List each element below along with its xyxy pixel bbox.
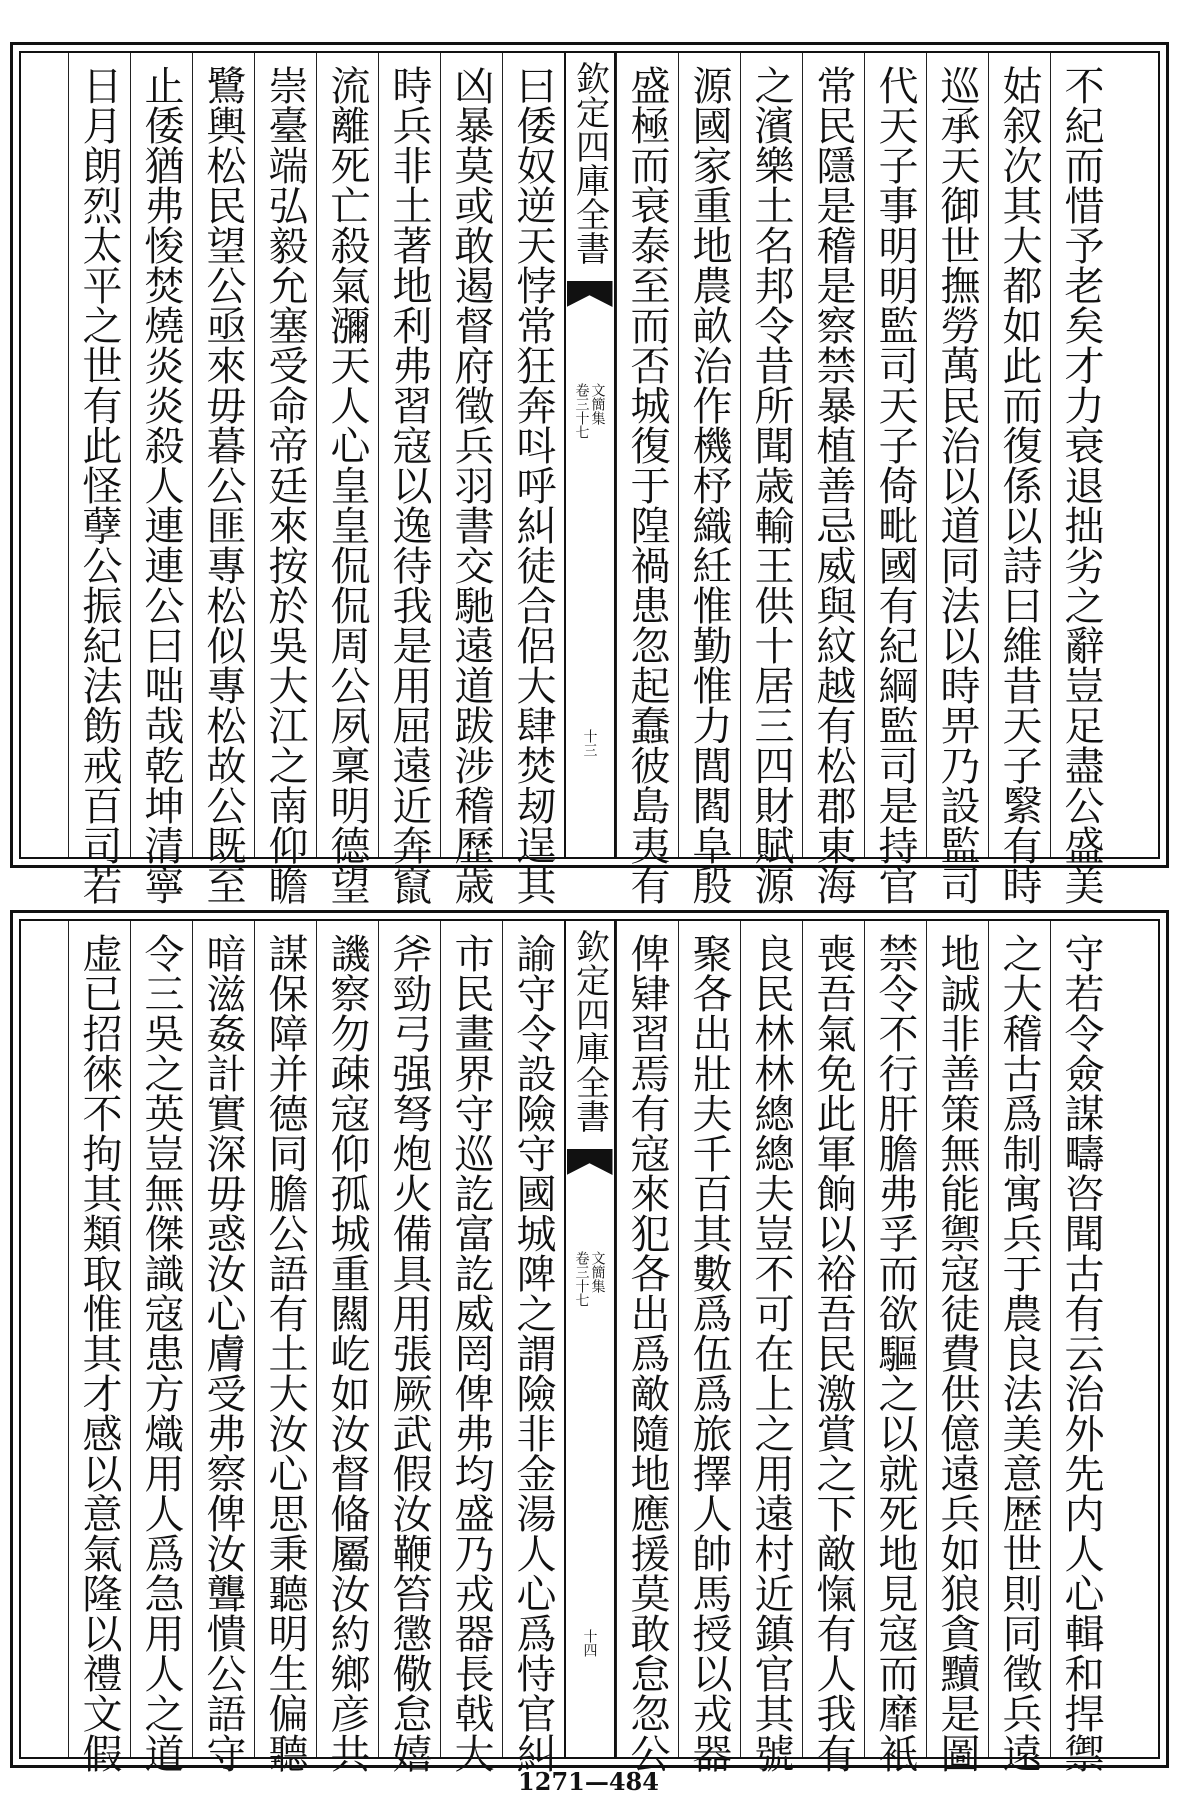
top-page-frame xyxy=(19,51,1160,905)
juan-label xyxy=(566,1251,614,1381)
bottom-text-column-left xyxy=(192,921,254,1773)
bottom-column-text: 聚各出壯夫千百其數爲伍爲旅擇人帥馬授以戎器 xyxy=(686,933,732,1773)
top-text-column-left xyxy=(68,53,130,905)
bottom-text-column-left xyxy=(68,921,130,1773)
bottom-text-column-right xyxy=(926,921,988,1773)
bottom-text-column-left xyxy=(254,921,316,1773)
top-column-text: 崇臺端弘毅允塞受命帝廷來按於吳大江之南仰瞻 xyxy=(262,65,308,905)
top-column-text: 止倭猶弗悛焚燒炎炎殺人連連公曰咄哉乾坤清寧 xyxy=(138,65,184,905)
top-text-column-left xyxy=(502,53,564,905)
top-text-column-right xyxy=(988,53,1050,905)
top-text-column-right xyxy=(802,53,864,905)
top-text-column-left xyxy=(440,53,502,905)
top-column-text: 源國家重地農畝治作機杼織紝惟勤惟力閭閻阜殷 xyxy=(686,65,732,905)
collection-name: 文簡集 xyxy=(589,1251,606,1293)
bottom-text-column-left xyxy=(316,921,378,1773)
bottom-text-column-left xyxy=(378,921,440,1773)
bottom-text-column-left xyxy=(440,921,502,1773)
bottom-column-text: 諭守令設險守國城陴之謂險非金湯人心爲恃官糾 xyxy=(510,933,556,1773)
bottom-text-column-left xyxy=(130,921,192,1773)
top-page-panel xyxy=(10,42,1169,905)
top-text-column-right xyxy=(678,53,740,905)
juan-label xyxy=(566,383,614,513)
top-text-column-right xyxy=(616,53,678,905)
top-column-text: 代天子事明明監司天子倚毗國有紀綱監司是持官 xyxy=(872,65,918,905)
top-column-text: 盛極而衰泰至而否城復于隍禍患忽起蠢彼島夷有 xyxy=(624,65,670,905)
top-column-text: 鷺輿松民望公亟來毋暮公匪專松似專松故公既至 xyxy=(200,65,246,905)
bottom-column-text: 市民畫界守巡訖富訖威罔俾弗均盛乃戎器長戟大 xyxy=(448,933,494,1773)
top-column-text: 時兵非土著地利弗習寇以逸待我是用屈遠近奔竄 xyxy=(386,65,432,905)
fishtail-mark xyxy=(567,281,613,307)
bottom-page-frame xyxy=(19,919,1160,1773)
bottom-column-text: 虚已招徠不拘其類取惟其才感以意氣隆以禮文假 xyxy=(76,933,122,1773)
bottom-column-text: 地誠非善策無能禦寇徒費供億遠兵如狼貪黷是圖 xyxy=(934,933,980,1773)
top-text-column-left xyxy=(192,53,254,905)
juan-number: 卷三十七 xyxy=(573,383,590,439)
top-column-text: 曰倭奴逆天悖常狂奔呌呼糾徒合侶大肆焚刼逞其 xyxy=(510,65,556,905)
bottom-column-text: 俾肄習焉有寇來犯各出爲敵隨地應援莫敢怠忽公 xyxy=(624,933,670,1773)
top-column-text: 凶暴莫或敢遏督府徵兵羽書交馳遠道跋涉稽歷歳 xyxy=(448,65,494,905)
top-text-column-right xyxy=(740,53,802,905)
top-text-column-right xyxy=(864,53,926,905)
collection-name: 文簡集 xyxy=(589,383,606,425)
bottom-text-column-right xyxy=(988,921,1050,1773)
bottom-column-text: 良民林林總總夫豈不可在上之用遠村近鎮官其號 xyxy=(748,933,794,1773)
top-column-text: 巡承天御世撫勞萬民治以道同法以時畀乃設監司 xyxy=(934,65,980,905)
top-column-text: 不紀而惜予老矣才力衰退拙劣之辭豈足盡公盛美 xyxy=(1058,65,1104,905)
top-column-text: 常民隱是稽是察禁暴植善忌威與紋越有松郡東海 xyxy=(810,65,856,905)
top-text-column-right xyxy=(926,53,988,905)
top-text-column-left xyxy=(378,53,440,905)
top-text-column-right xyxy=(1050,53,1112,905)
bottom-text-column-right xyxy=(864,921,926,1773)
bottom-page-panel xyxy=(10,910,1169,1773)
bottom-text-column-left xyxy=(502,921,564,1773)
bottom-text-column-right xyxy=(616,921,678,1773)
book-title: 欽定四庫全書 xyxy=(569,61,610,265)
bottom-column-text: 譏察勿疎寇仰孤城重闗屹如汝督偹屬汝約鄉彦共 xyxy=(324,933,370,1773)
bottom-column-text: 令三吳之英豈無傑識寇患方熾用人爲急用人之道 xyxy=(138,933,184,1773)
page-footer-number: 1271—484 xyxy=(518,1767,659,1796)
bottom-column-text: 斧勁弓强弩炮火備具用張厥武假汝鞭笞懲儆怠嬉 xyxy=(386,933,432,1773)
fishtail-mark xyxy=(567,1149,613,1175)
bottom-column-text: 守若令僉謀疇咨聞古有云治外先内人心輯和捍禦 xyxy=(1058,933,1104,1773)
bottom-text-column-right xyxy=(740,921,802,1773)
bottom-column-text: 禁令不行肝膽弗孚而欲驅之以就死地見寇而靡衹 xyxy=(872,933,918,1773)
bottom-text-column-right xyxy=(678,921,740,1773)
bottom-column-text: 喪吾氣免此軍餉以裕吾民激賞之下敵愾有人我有 xyxy=(810,933,856,1773)
bottom-center-fold-column xyxy=(564,921,616,1757)
folio-number: 十四 xyxy=(581,1629,598,1657)
top-center-fold-column xyxy=(564,53,616,857)
book-title: 欽定四庫全書 xyxy=(569,929,610,1133)
top-text-column-left xyxy=(254,53,316,905)
top-text-column-left xyxy=(316,53,378,905)
top-column-text: 之濱樂土名邦令昔所聞歳輸王供十居三四財賦源 xyxy=(748,65,794,905)
juan-number: 卷三十七 xyxy=(573,1251,590,1307)
bottom-column-text: 之大稽古爲制寓兵于農良法美意歴世則同徵兵遠 xyxy=(996,933,1042,1773)
folio-number: 十三 xyxy=(581,729,598,757)
top-text-column-left xyxy=(130,53,192,905)
top-column-text: 流離死亡殺氣瀰天人心皇皇侃侃周公夙稟明德望 xyxy=(324,65,370,905)
bottom-text-column-right xyxy=(802,921,864,1773)
top-column-text: 日月朗烈太平之世有此怪孽公振紀法飭戒百司若 xyxy=(76,65,122,905)
bottom-column-text: 暗滋姦計實深毋惑汝心膚受弗察俾汝聾憒公語守 xyxy=(200,933,246,1773)
bottom-text-column-right xyxy=(1050,921,1112,1773)
bottom-column-text: 謀保障并德同膽公語有土大汝心思秉聽明生偏聽 xyxy=(262,933,308,1773)
top-column-text: 姑叙次其大都如此而復係以詩曰維昔天子繄有時 xyxy=(996,65,1042,905)
